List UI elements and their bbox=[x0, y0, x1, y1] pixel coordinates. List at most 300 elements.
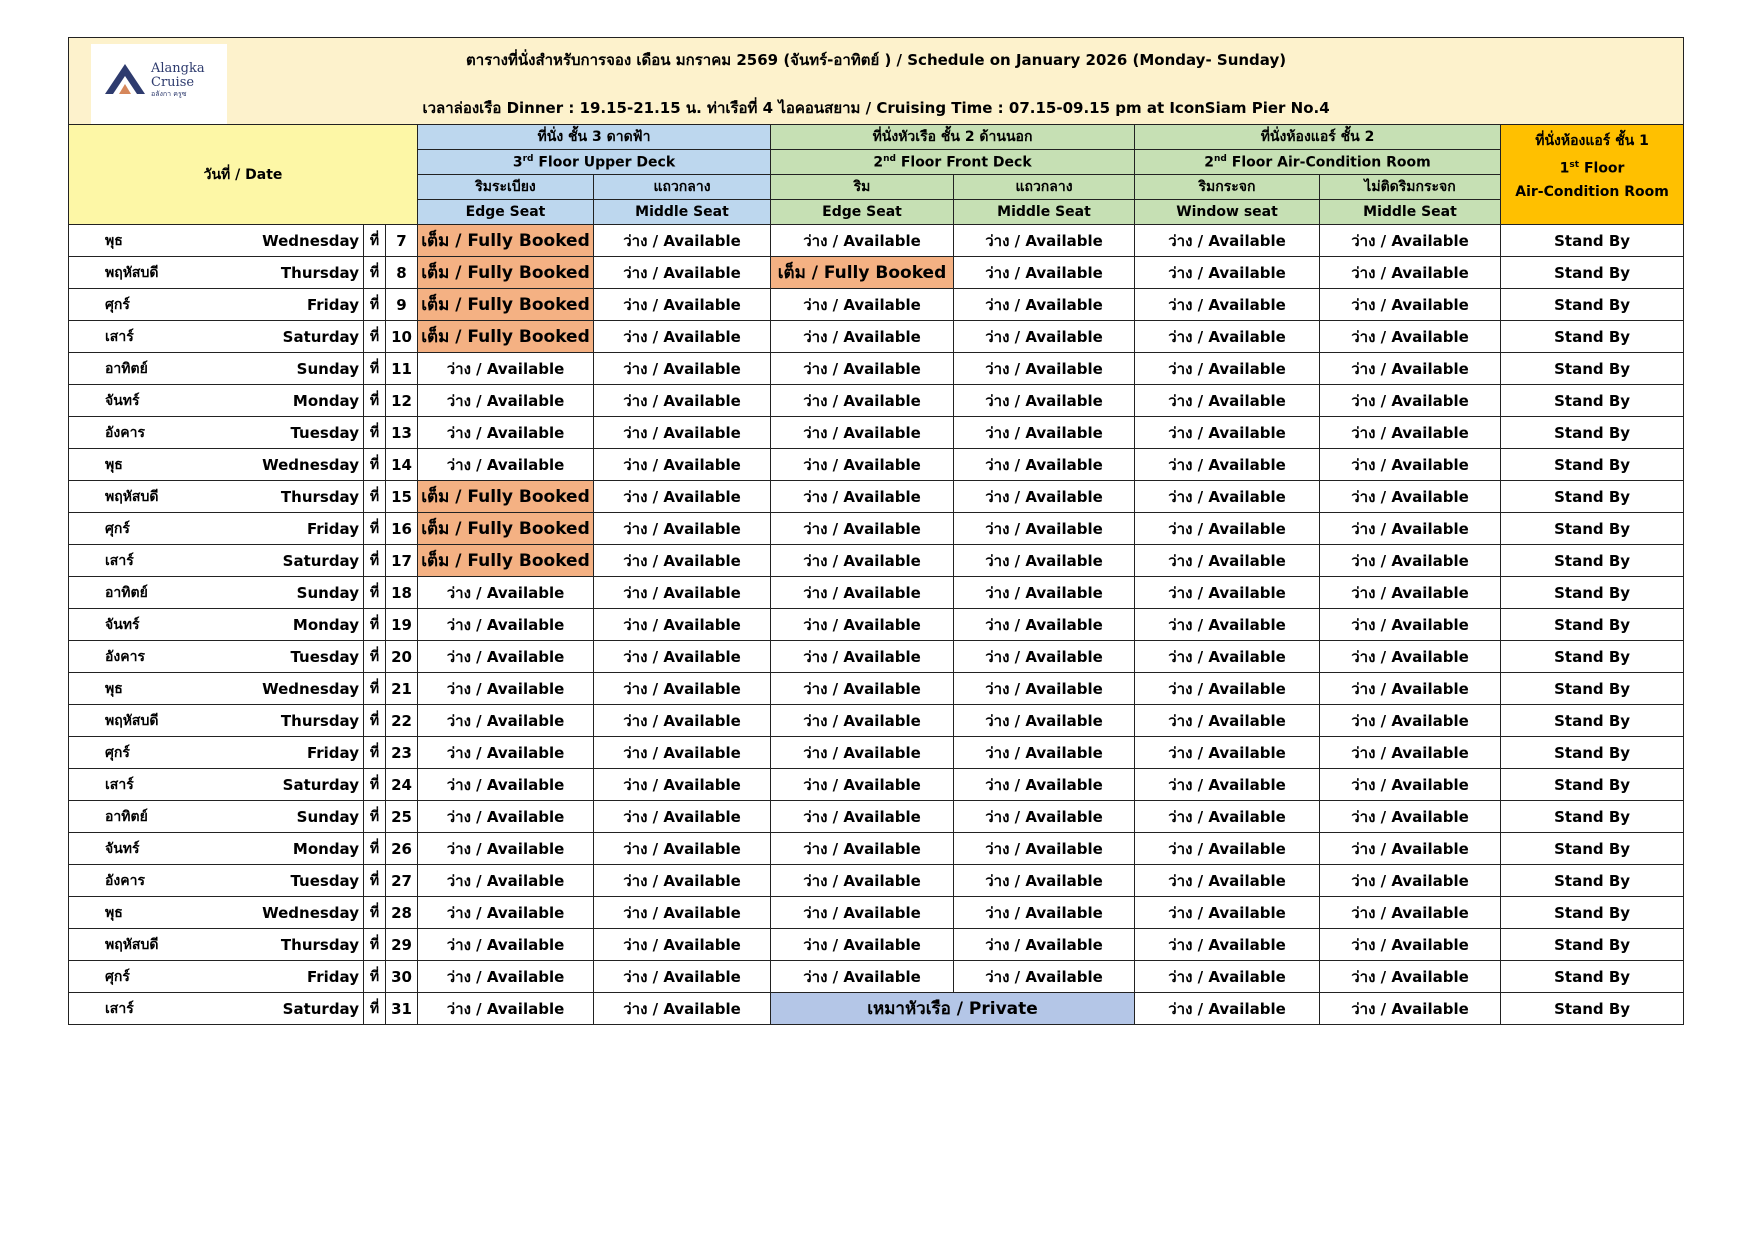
seat-status-standby: Stand By bbox=[1501, 449, 1684, 481]
seat-status-available: ว่าง / Available bbox=[771, 897, 954, 929]
seat-status-available: ว่าง / Available bbox=[1320, 577, 1501, 609]
zone4-en2: Air-Condition Room bbox=[1515, 184, 1669, 201]
day-number: 11 bbox=[386, 353, 418, 385]
seat-status-available: ว่าง / Available bbox=[418, 449, 594, 481]
seat-status-available: ว่าง / Available bbox=[1135, 513, 1320, 545]
day-name-th: อาทิตย์ bbox=[69, 353, 244, 385]
seat-status-available: ว่าง / Available bbox=[771, 737, 954, 769]
seat-status-available: ว่าง / Available bbox=[1320, 737, 1501, 769]
seat-status-available: ว่าง / Available bbox=[954, 641, 1135, 673]
seat-status-available: ว่าง / Available bbox=[771, 705, 954, 737]
seat-status-available: ว่าง / Available bbox=[594, 897, 771, 929]
day-number: 27 bbox=[386, 865, 418, 897]
seat-status-available: ว่าง / Available bbox=[594, 801, 771, 833]
seat-status-available: ว่าง / Available bbox=[1135, 289, 1320, 321]
seat-status-available: ว่าง / Available bbox=[418, 801, 594, 833]
seat-status-available: ว่าง / Available bbox=[1135, 481, 1320, 513]
seat-status-available: ว่าง / Available bbox=[954, 289, 1135, 321]
title-block bbox=[69, 38, 1684, 125]
sub4-th: แถวกลาง bbox=[954, 175, 1135, 200]
day-name-en: Saturday bbox=[244, 545, 364, 577]
seat-status-available: ว่าง / Available bbox=[1135, 833, 1320, 865]
seat-status-available: ว่าง / Available bbox=[1320, 481, 1501, 513]
seat-status-available: ว่าง / Available bbox=[1135, 993, 1320, 1025]
day-name-en: Sunday bbox=[244, 801, 364, 833]
seat-status-available: ว่าง / Available bbox=[1320, 705, 1501, 737]
table-row bbox=[69, 993, 1684, 1025]
seat-status-available: ว่าง / Available bbox=[1320, 961, 1501, 993]
seat-status-available: ว่าง / Available bbox=[594, 609, 771, 641]
seat-status-booked: เต็ม / Fully Booked bbox=[418, 225, 594, 257]
day-name-en: Tuesday bbox=[244, 641, 364, 673]
seat-status-available: ว่าง / Available bbox=[1135, 321, 1320, 353]
seat-status-standby: Stand By bbox=[1501, 353, 1684, 385]
zone3-en: 2nd Floor Air-Condition Room bbox=[1135, 150, 1501, 175]
seat-status-available: ว่าง / Available bbox=[771, 513, 954, 545]
sub2-en: Middle Seat bbox=[594, 200, 771, 225]
seat-status-booked: เต็ม / Fully Booked bbox=[418, 545, 594, 577]
seat-status-available: ว่าง / Available bbox=[954, 353, 1135, 385]
sub3-th: ริม bbox=[771, 175, 954, 200]
seat-status-available: ว่าง / Available bbox=[954, 833, 1135, 865]
day-number: 24 bbox=[386, 769, 418, 801]
seat-status-available: ว่าง / Available bbox=[954, 673, 1135, 705]
day-name-th: เสาร์ bbox=[69, 545, 244, 577]
day-number: 9 bbox=[386, 289, 418, 321]
day-name-th: อังคาร bbox=[69, 641, 244, 673]
day-number: 30 bbox=[386, 961, 418, 993]
seat-status-standby: Stand By bbox=[1501, 865, 1684, 897]
seat-status-available: ว่าง / Available bbox=[1320, 865, 1501, 897]
seat-status-available: ว่าง / Available bbox=[418, 769, 594, 801]
seat-status-available: ว่าง / Available bbox=[594, 865, 771, 897]
table-row bbox=[69, 321, 1684, 353]
day-name-th: พุธ bbox=[69, 673, 244, 705]
table-row bbox=[69, 897, 1684, 929]
seat-status-standby: Stand By bbox=[1501, 673, 1684, 705]
day-prefix: ที่ bbox=[364, 513, 386, 545]
day-name-en: Thursday bbox=[244, 481, 364, 513]
table-row bbox=[69, 641, 1684, 673]
day-name-th: พฤหัสบดี bbox=[69, 705, 244, 737]
seat-status-available: ว่าง / Available bbox=[594, 929, 771, 961]
seat-status-booked: เต็ม / Fully Booked bbox=[418, 513, 594, 545]
table-row bbox=[69, 609, 1684, 641]
day-prefix: ที่ bbox=[364, 609, 386, 641]
seat-status-available: ว่าง / Available bbox=[418, 417, 594, 449]
seat-status-available: ว่าง / Available bbox=[771, 577, 954, 609]
day-number: 20 bbox=[386, 641, 418, 673]
day-name-th: พฤหัสบดี bbox=[69, 929, 244, 961]
seat-status-available: ว่าง / Available bbox=[954, 513, 1135, 545]
day-name-th: จันทร์ bbox=[69, 385, 244, 417]
seat-status-available: ว่าง / Available bbox=[1320, 897, 1501, 929]
seat-status-available: ว่าง / Available bbox=[954, 865, 1135, 897]
sub1-en: Edge Seat bbox=[418, 200, 594, 225]
seat-status-available: ว่าง / Available bbox=[771, 545, 954, 577]
seat-status-available: ว่าง / Available bbox=[954, 737, 1135, 769]
sub4-en: Middle Seat bbox=[954, 200, 1135, 225]
seat-status-available: ว่าง / Available bbox=[954, 705, 1135, 737]
day-prefix: ที่ bbox=[364, 257, 386, 289]
sub3-en: Edge Seat bbox=[771, 200, 954, 225]
zone4-en: 1st Floor bbox=[1559, 159, 1625, 177]
svg-text:Cruise: Cruise bbox=[151, 75, 195, 90]
seat-status-available: ว่าง / Available bbox=[771, 929, 954, 961]
seat-status-available: ว่าง / Available bbox=[1320, 417, 1501, 449]
day-name-en: Saturday bbox=[244, 993, 364, 1025]
seat-status-available: ว่าง / Available bbox=[954, 417, 1135, 449]
day-number: 25 bbox=[386, 801, 418, 833]
seat-status-available: ว่าง / Available bbox=[1135, 417, 1320, 449]
day-number: 28 bbox=[386, 897, 418, 929]
seat-status-available: ว่าง / Available bbox=[1135, 449, 1320, 481]
zone1-en: 3rd Floor Upper Deck bbox=[418, 150, 771, 175]
seat-status-standby: Stand By bbox=[1501, 385, 1684, 417]
day-name-en: Monday bbox=[244, 385, 364, 417]
seat-status-available: ว่าง / Available bbox=[1135, 801, 1320, 833]
seat-status-available: ว่าง / Available bbox=[418, 673, 594, 705]
day-number: 29 bbox=[386, 929, 418, 961]
day-name-th: พุธ bbox=[69, 449, 244, 481]
day-number: 7 bbox=[386, 225, 418, 257]
seat-status-standby: Stand By bbox=[1501, 993, 1684, 1025]
seat-status-available: ว่าง / Available bbox=[954, 481, 1135, 513]
day-prefix: ที่ bbox=[364, 705, 386, 737]
day-name-th: ศุกร์ bbox=[69, 513, 244, 545]
day-number: 18 bbox=[386, 577, 418, 609]
seat-status-available: ว่าง / Available bbox=[418, 353, 594, 385]
day-name-th: จันทร์ bbox=[69, 609, 244, 641]
day-prefix: ที่ bbox=[364, 353, 386, 385]
day-prefix: ที่ bbox=[364, 961, 386, 993]
table-row bbox=[69, 225, 1684, 257]
day-number: 23 bbox=[386, 737, 418, 769]
seat-status-available: ว่าง / Available bbox=[418, 961, 594, 993]
seat-status-booked: เต็ม / Fully Booked bbox=[771, 257, 954, 289]
seat-status-available: ว่าง / Available bbox=[771, 385, 954, 417]
seat-status-available: ว่าง / Available bbox=[1135, 705, 1320, 737]
day-number: 8 bbox=[386, 257, 418, 289]
seat-status-available: ว่าง / Available bbox=[1135, 577, 1320, 609]
seat-status-available: ว่าง / Available bbox=[418, 833, 594, 865]
seat-status-standby: Stand By bbox=[1501, 929, 1684, 961]
seat-status-available: ว่าง / Available bbox=[1135, 257, 1320, 289]
zone2-th: ที่นั่งหัวเรือ ชั้น 2 ด้านนอก bbox=[771, 125, 1135, 150]
day-name-en: Thursday bbox=[244, 257, 364, 289]
seat-status-available: ว่าง / Available bbox=[771, 769, 954, 801]
seat-status-available: ว่าง / Available bbox=[1135, 929, 1320, 961]
table-row bbox=[69, 929, 1684, 961]
seat-status-available: ว่าง / Available bbox=[954, 801, 1135, 833]
seat-status-available: ว่าง / Available bbox=[771, 225, 954, 257]
seat-status-available: ว่าง / Available bbox=[1135, 545, 1320, 577]
page-subtitle: เวลาล่องเรือ Dinner : 19.15-21.15 น. ท่าเรือที่ 4 ไอคอนสยาม / Cruising Time : 07.15-09.15 pm at IconSiam Pier No.4 bbox=[422, 99, 1330, 117]
seat-status-standby: Stand By bbox=[1501, 481, 1684, 513]
seat-status-available: ว่าง / Available bbox=[418, 385, 594, 417]
seat-status-available: ว่าง / Available bbox=[771, 321, 954, 353]
seat-status-available: ว่าง / Available bbox=[594, 961, 771, 993]
table-row bbox=[69, 577, 1684, 609]
day-name-en: Wednesday bbox=[244, 225, 364, 257]
seat-status-available: ว่าง / Available bbox=[1135, 737, 1320, 769]
day-prefix: ที่ bbox=[364, 673, 386, 705]
seat-status-available: ว่าง / Available bbox=[1135, 609, 1320, 641]
day-name-en: Thursday bbox=[244, 705, 364, 737]
table-row bbox=[69, 769, 1684, 801]
seat-status-available: ว่าง / Available bbox=[1135, 673, 1320, 705]
seat-status-available: ว่าง / Available bbox=[594, 225, 771, 257]
day-name-en: Friday bbox=[244, 961, 364, 993]
seat-status-available: ว่าง / Available bbox=[954, 961, 1135, 993]
seat-status-available: ว่าง / Available bbox=[771, 673, 954, 705]
seat-status-available: ว่าง / Available bbox=[1320, 385, 1501, 417]
day-name-th: พุธ bbox=[69, 225, 244, 257]
seat-status-available: ว่าง / Available bbox=[1135, 225, 1320, 257]
seat-status-available: ว่าง / Available bbox=[1135, 769, 1320, 801]
seat-status-available: ว่าง / Available bbox=[594, 353, 771, 385]
seat-status-booked: เต็ม / Fully Booked bbox=[418, 321, 594, 353]
seat-status-standby: Stand By bbox=[1501, 545, 1684, 577]
seat-status-standby: Stand By bbox=[1501, 289, 1684, 321]
day-prefix: ที่ bbox=[364, 577, 386, 609]
day-prefix: ที่ bbox=[364, 801, 386, 833]
seat-status-available: ว่าง / Available bbox=[1320, 545, 1501, 577]
table-row bbox=[69, 289, 1684, 321]
day-number: 10 bbox=[386, 321, 418, 353]
day-number: 14 bbox=[386, 449, 418, 481]
table-row bbox=[69, 833, 1684, 865]
day-number: 12 bbox=[386, 385, 418, 417]
day-number: 22 bbox=[386, 705, 418, 737]
seat-status-booked: เต็ม / Fully Booked bbox=[418, 257, 594, 289]
seat-status-standby: Stand By bbox=[1501, 769, 1684, 801]
seat-status-available: ว่าง / Available bbox=[594, 705, 771, 737]
seat-status-available: ว่าง / Available bbox=[771, 449, 954, 481]
day-number: 17 bbox=[386, 545, 418, 577]
day-name-en: Friday bbox=[244, 513, 364, 545]
sub5-th: ริมกระจก bbox=[1135, 175, 1320, 200]
date-header: วันที่ / Date bbox=[69, 125, 418, 225]
seat-status-available: ว่าง / Available bbox=[594, 449, 771, 481]
zone1-th: ที่นั่ง ชั้น 3 ดาดฟ้า bbox=[418, 125, 771, 150]
day-name-en: Friday bbox=[244, 737, 364, 769]
schedule-sheet bbox=[68, 37, 1683, 1025]
day-name-th: ศุกร์ bbox=[69, 289, 244, 321]
seat-status-available: ว่าง / Available bbox=[418, 737, 594, 769]
page-title: ตารางที่นั่งสำหรับการจอง เดือน มกราคม 2569 (จันทร์-อาทิตย์ ) / Schedule on January 2026 (Monday- Sunday) bbox=[466, 51, 1287, 69]
seat-status-available: ว่าง / Available bbox=[771, 833, 954, 865]
day-name-en: Wednesday bbox=[244, 449, 364, 481]
seat-status-available: ว่าง / Available bbox=[594, 673, 771, 705]
table-row bbox=[69, 257, 1684, 289]
seat-status-available: ว่าง / Available bbox=[594, 641, 771, 673]
sub6-th: ไม่ติดริมกระจก bbox=[1320, 175, 1501, 200]
seat-status-available: ว่าง / Available bbox=[594, 481, 771, 513]
day-name-th: อาทิตย์ bbox=[69, 801, 244, 833]
day-prefix: ที่ bbox=[364, 833, 386, 865]
seat-status-available: ว่าง / Available bbox=[594, 833, 771, 865]
day-name-en: Tuesday bbox=[244, 417, 364, 449]
table-row bbox=[69, 961, 1684, 993]
seat-status-available: ว่าง / Available bbox=[594, 417, 771, 449]
seat-status-available: ว่าง / Available bbox=[771, 289, 954, 321]
day-name-th: จันทร์ bbox=[69, 833, 244, 865]
seat-status-available: ว่าง / Available bbox=[1320, 609, 1501, 641]
day-name-en: Saturday bbox=[244, 321, 364, 353]
day-name-th: อังคาร bbox=[69, 417, 244, 449]
seat-status-available: ว่าง / Available bbox=[1320, 289, 1501, 321]
seat-status-available: ว่าง / Available bbox=[1320, 225, 1501, 257]
sub6-en: Middle Seat bbox=[1320, 200, 1501, 225]
seat-status-available: ว่าง / Available bbox=[1320, 257, 1501, 289]
seat-status-available: ว่าง / Available bbox=[954, 769, 1135, 801]
seat-status-available: ว่าง / Available bbox=[418, 993, 594, 1025]
seat-status-available: ว่าง / Available bbox=[771, 641, 954, 673]
seat-status-available: ว่าง / Available bbox=[418, 609, 594, 641]
day-name-en: Friday bbox=[244, 289, 364, 321]
day-prefix: ที่ bbox=[364, 993, 386, 1025]
seat-status-available: ว่าง / Available bbox=[1320, 673, 1501, 705]
seat-status-available: ว่าง / Available bbox=[954, 577, 1135, 609]
seat-status-standby: Stand By bbox=[1501, 961, 1684, 993]
seat-status-available: ว่าง / Available bbox=[954, 225, 1135, 257]
seat-status-available: ว่าง / Available bbox=[1320, 929, 1501, 961]
seat-status-available: ว่าง / Available bbox=[594, 577, 771, 609]
seat-status-available: ว่าง / Available bbox=[954, 385, 1135, 417]
seat-status-available: ว่าง / Available bbox=[1135, 897, 1320, 929]
seat-status-available: ว่าง / Available bbox=[954, 545, 1135, 577]
seat-status-standby: Stand By bbox=[1501, 513, 1684, 545]
table-row bbox=[69, 673, 1684, 705]
day-name-th: พฤหัสบดี bbox=[69, 257, 244, 289]
seat-status-available: ว่าง / Available bbox=[1320, 513, 1501, 545]
seat-status-available: ว่าง / Available bbox=[771, 801, 954, 833]
zone4-header bbox=[1501, 125, 1684, 225]
day-name-th: เสาร์ bbox=[69, 993, 244, 1025]
seat-status-standby: Stand By bbox=[1501, 225, 1684, 257]
day-prefix: ที่ bbox=[364, 449, 386, 481]
logo-text-th: อลังกา ครูซ bbox=[151, 90, 187, 98]
day-prefix: ที่ bbox=[364, 865, 386, 897]
day-number: 21 bbox=[386, 673, 418, 705]
seat-status-available: ว่าง / Available bbox=[771, 865, 954, 897]
logo-text-en: Alangka bbox=[151, 61, 205, 76]
seat-status-standby: Stand By bbox=[1501, 641, 1684, 673]
day-prefix: ที่ bbox=[364, 641, 386, 673]
day-prefix: ที่ bbox=[364, 929, 386, 961]
table-row bbox=[69, 801, 1684, 833]
seat-status-standby: Stand By bbox=[1501, 417, 1684, 449]
seat-status-available: ว่าง / Available bbox=[1320, 321, 1501, 353]
sub1-th: ริมระเบียง bbox=[418, 175, 594, 200]
seat-status-available: ว่าง / Available bbox=[954, 257, 1135, 289]
seat-status-available: ว่าง / Available bbox=[1320, 801, 1501, 833]
day-name-en: Sunday bbox=[244, 353, 364, 385]
seat-status-available: ว่าง / Available bbox=[418, 577, 594, 609]
sub2-th: แถวกลาง bbox=[594, 175, 771, 200]
seat-status-available: ว่าง / Available bbox=[954, 609, 1135, 641]
day-number: 31 bbox=[386, 993, 418, 1025]
day-prefix: ที่ bbox=[364, 769, 386, 801]
seat-status-available: ว่าง / Available bbox=[594, 513, 771, 545]
seat-status-available: ว่าง / Available bbox=[1135, 353, 1320, 385]
table-row bbox=[69, 705, 1684, 737]
day-prefix: ที่ bbox=[364, 385, 386, 417]
seat-status-available: ว่าง / Available bbox=[771, 353, 954, 385]
seat-status-available: ว่าง / Available bbox=[1320, 833, 1501, 865]
day-prefix: ที่ bbox=[364, 737, 386, 769]
day-prefix: ที่ bbox=[364, 225, 386, 257]
seat-status-available: ว่าง / Available bbox=[594, 289, 771, 321]
zone4-th: ที่นั่งห้องแอร์ ชั้น 1 bbox=[1535, 132, 1649, 149]
seat-status-available: ว่าง / Available bbox=[418, 897, 594, 929]
day-name-en: Monday bbox=[244, 833, 364, 865]
seat-status-booked: เต็ม / Fully Booked bbox=[418, 481, 594, 513]
day-name-th: ศุกร์ bbox=[69, 961, 244, 993]
table-row bbox=[69, 417, 1684, 449]
day-name-th: อังคาร bbox=[69, 865, 244, 897]
seat-status-available: ว่าง / Available bbox=[771, 481, 954, 513]
seat-status-standby: Stand By bbox=[1501, 257, 1684, 289]
seat-status-available: ว่าง / Available bbox=[1135, 385, 1320, 417]
day-prefix: ที่ bbox=[364, 321, 386, 353]
day-name-en: Wednesday bbox=[244, 673, 364, 705]
day-name-th: พฤหัสบดี bbox=[69, 481, 244, 513]
seat-status-available: ว่าง / Available bbox=[1135, 641, 1320, 673]
seat-status-available: ว่าง / Available bbox=[594, 769, 771, 801]
seat-status-available: ว่าง / Available bbox=[1320, 449, 1501, 481]
seat-status-standby: Stand By bbox=[1501, 737, 1684, 769]
seat-status-available: ว่าง / Available bbox=[418, 705, 594, 737]
sub5-en: Window seat bbox=[1135, 200, 1320, 225]
seat-status-available: ว่าง / Available bbox=[594, 257, 771, 289]
day-prefix: ที่ bbox=[364, 417, 386, 449]
day-name-en: Wednesday bbox=[244, 897, 364, 929]
day-prefix: ที่ bbox=[364, 545, 386, 577]
zone2-en: 2nd Floor Front Deck bbox=[771, 150, 1135, 175]
seat-status-available: ว่าง / Available bbox=[954, 929, 1135, 961]
seat-status-available: ว่าง / Available bbox=[594, 321, 771, 353]
table-row bbox=[69, 449, 1684, 481]
day-number: 16 bbox=[386, 513, 418, 545]
table-row bbox=[69, 385, 1684, 417]
seat-status-available: ว่าง / Available bbox=[1320, 769, 1501, 801]
seat-status-available: ว่าง / Available bbox=[594, 993, 771, 1025]
seat-status-standby: Stand By bbox=[1501, 897, 1684, 929]
day-number: 19 bbox=[386, 609, 418, 641]
seat-status-standby: Stand By bbox=[1501, 321, 1684, 353]
zone3-th: ที่นั่งห้องแอร์ ชั้น 2 bbox=[1135, 125, 1501, 150]
table-row bbox=[69, 353, 1684, 385]
seat-status-available: ว่าง / Available bbox=[1320, 353, 1501, 385]
seat-status-available: ว่าง / Available bbox=[954, 449, 1135, 481]
seat-status-available: ว่าง / Available bbox=[954, 897, 1135, 929]
day-prefix: ที่ bbox=[364, 481, 386, 513]
seat-status-standby: Stand By bbox=[1501, 705, 1684, 737]
day-name-th: เสาร์ bbox=[69, 321, 244, 353]
table-row bbox=[69, 865, 1684, 897]
schedule-body bbox=[69, 225, 1684, 1025]
table-row bbox=[69, 545, 1684, 577]
seat-status-available: ว่าง / Available bbox=[594, 385, 771, 417]
day-name-th: พุธ bbox=[69, 897, 244, 929]
seat-status-available: ว่าง / Available bbox=[594, 737, 771, 769]
seat-status-available: ว่าง / Available bbox=[954, 321, 1135, 353]
table-row bbox=[69, 737, 1684, 769]
day-number: 13 bbox=[386, 417, 418, 449]
table-row bbox=[69, 513, 1684, 545]
